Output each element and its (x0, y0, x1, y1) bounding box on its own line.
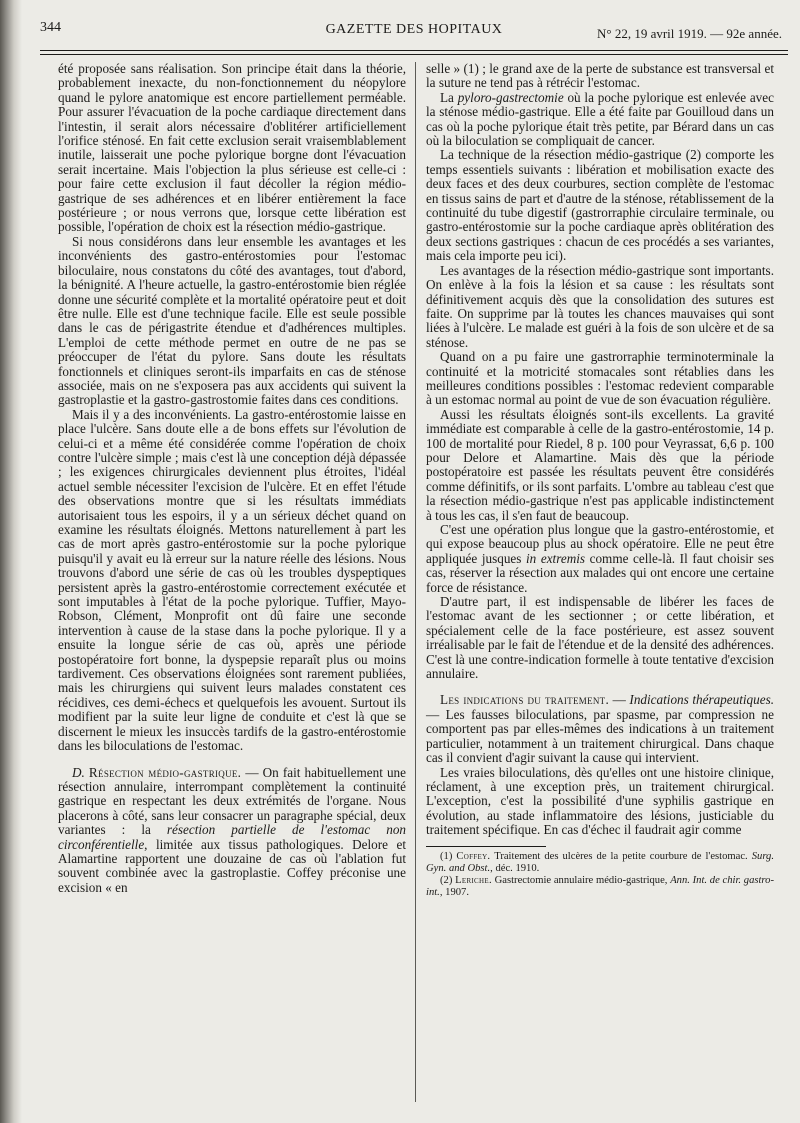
header-rule-thin (40, 54, 788, 55)
paragraph: Les vraies biloculations, dès qu'elles ont une histoire clinique, réclament, à une exception près, un traitement chirurgical. L'exception, c'est la possibilité d'une syphilis gastrique en évolution, au stade inflammatoire des lésions, justiciable du traitement spécifique. En cas d'échec il faudrait agir comme (426, 764, 774, 838)
column-divider (415, 62, 416, 1102)
newspaper-page (40, 12, 788, 1112)
left-column (58, 62, 406, 895)
paragraph-text: C'est une opération plus longue que la gastro-entérostomie, et qui expose beaucoup plus au shock opératoire. Elle ne peut être appliquée jusques (426, 522, 774, 566)
paragraph-text: La (440, 89, 458, 105)
footnote-text: , 1907. (439, 886, 469, 898)
page-header (40, 12, 788, 50)
paragraph: Les avantages de la résection médio-gastrique sont importants. On enlève à la fois la lésion et sa cause : les résultats sont définitivement acquis dès que la consolidation des sutures est faite. On supprime par là toutes les chances mauvaises qui sont liées à l'ulcère. Le malade est guéri à la fois de son ulcère et de sa sténose. (426, 262, 774, 350)
footnote (426, 851, 774, 875)
dash: — (609, 692, 630, 708)
section-heading: Les indications du traitement. (440, 692, 610, 708)
section-heading: Résection médio-gastrique. (88, 764, 242, 780)
footnote-rule (426, 846, 546, 847)
paragraph (426, 523, 774, 595)
paragraph (426, 91, 774, 149)
footnote-text: , déc. 1910. (490, 862, 540, 874)
footnote-number: (2) (440, 874, 453, 886)
header-rule (40, 50, 788, 51)
paragraph-text: — Les fausses biloculations, par spasme, par compression ne comportent pas par elles-mêmes des indications à un traitement particulier, notamment à un traitement chirurgical. Dans chaque cas il convient d'agir suivant la cause qui intervient. (426, 706, 774, 766)
paragraph: Si nous considérons dans leur ensemble les avantages et les inconvénients des gastro-entérostomies pour l'estomac biloculaire, nous constatons du côté des avantages, tout d'abord, la bénignité. A l'heure actuelle, la gastro-entérostomie bien réglée donne une sécurité complète et la mortalité opératoire peut et doit être nulle. Elle est d'une technique facile. Elle est seule possible dans le cas de périgastrite étendue et d'adhérences multiples. L'emploi de cette méthode permet en outre de ne pas se préoccuper de l'état du pylore. Sans doute les résultats fonctionnels et cliniques seront-ils imparfaits en cas de sténose associée, mais on ne s'exposera pas aux accidents qui suivent la gastroplastie et la gastro-gastrostomie faites dans ces conditions. (58, 233, 406, 408)
paragraph: Aussi les résultats éloignés sont-ils excellents. La gravité immédiate est comparable à celle de la gastro-entérostomie, 14 p. 100 de mortalité pour Riedel, 8 p. 100 pour Veyrassat, 6,6 p. 100 pour Delore et Alamartine. Mais dès que la période postopératoire est passée les résultats peuvent être considérés comme définitifs, or ils sont parfaits. L'ombre au tableau c'est que la résection médio-gastrique n'est pas applicable indistinctement à tous les cas, il s'en faut de beaucoup. (426, 406, 774, 523)
issue-info: N° 22, 19 avril 1919. — 92e année. (597, 26, 782, 41)
footnote-author: Leriche. (455, 874, 492, 886)
footnote (426, 875, 774, 899)
paragraph: selle » (1) ; le grand axe de la perte de substance est transversal et la suture ne tend pas à rétrécir l'estomac. (426, 61, 774, 91)
footnote-source: Surg. Gyn. and Obst. (426, 850, 774, 874)
paragraph: Mais il y a des inconvénients. La gastro-entérostomie laisse en place l'ulcère. Sans doute elle a de bons effets sur l'évolution de celui-ci et a même été considérée comme l'opération de choix contre l'ulcère simple ; mais c'est là une conception déjà dépassée ; les exigences chirurgicales deviennent plus étroites, l'idéal actuel semble nécessiter l'excision de l'ulcère. Et en effet l'étude des observations montre que si les résultats immédiats autorisaient tous les espoirs, il y a un sérieux déchet quand on examine les résultats éloignés. Mettons naturellement à part les cas de mort après gastro-entérostomie sur la poche pylorique puisqu'il y avait eu là erreur sur la nature réelle des lésions. Nous trouvons d'abord une série de cas où les troubles dyspeptiques persistent après la gastro-entérostomie correctement exécutée et sont imputables à l'état de la poche pylorique. Tuffier, Mayo-Robson, Clément, Monprofit ont dû faire une seconde intervention à cause de la stase dans la poche pylorique. Il y a ensuite la longue série de cas où, après une période postopératoire fort bonne, la dyspepsie reparaît plus ou moins tardivement. Ces observations éloignées sont rarement publiées, mais les chirurgiens qui suivent leurs malades constatent ces récidives, ces demi-échecs et quelquefois les avouent. Surtout ils modifient par la suite leur ligne de conduite et c'est là que se discernent le mieux les insuccès tardifs de la gastro-entérostomie dans les biloculations de l'estomac. (58, 406, 406, 754)
paragraph: D'autre part, il est indispensable de libérer les faces de l'estomac avant de les sectionner ; or cette libération, et spécialement celle de la face postérieure, est assez souvent irréalisable par le fait de l'étendue et de la densité des adhérences. C'est là une contre-indication formelle à toute tentative d'excision annulaire. (426, 594, 774, 682)
paragraph: été proposée sans réalisation. Son principe était dans la théorie, probablement inexacte, du non-fonctionnement du néopylore quand le pylore anatomique est encore partiellement perméable. Pour assurer l'évacuation de la poche cardiaque directement dans l'intestin, il serait alors nécessaire d'oblitérer artificiellement l'orifice sténosé. En fait cette exclusion serait vraisemblablement inutile, laisserait une poche pylorique borgne dont l'évacuation serait incertaine. Mais l'objection la plus sérieuse est celle-ci : pour faire cette exclusion il faut décoller la région médio-gastrique de ses adhérences et en libérer entièrement la face postérieure ; or nous verrons que, lorsque cette libération est possible, l'opération de choix est la résection médio-gastrique. (58, 61, 406, 235)
emphasis: in extremis (526, 550, 586, 566)
page-number: 344 (40, 20, 61, 35)
journal-title: GAZETTE DES HOPITAUX (325, 22, 503, 37)
emphasis: pyloro-gastrectomie (457, 89, 564, 105)
section-resection (58, 766, 406, 896)
emphasis: résection partielle de l'estomac non circonférentielle (58, 822, 407, 852)
right-column (426, 62, 774, 899)
footnote-number: (1) (440, 850, 453, 862)
footnote-source: Ann. Int. de chir. gastro-int. (426, 874, 774, 898)
paragraph-text: comme celle-là. Il faut choisir ses cas, réserver la résection aux malades qui ont encore une certaine force de résistance. (426, 550, 774, 595)
paragraph: La technique de la résection médio-gastrique (2) comporte les temps essentiels suivants : libération et mobilisation exacte des deux faces et des deux courbures, section complète de l'estomac en tissus sains de part et d'autre de la sténose, rétablissement de la continuité du tube digestif (gastrorraphie circulaire terminale, ou gastro-entérostomie sur la poche cardiaque après oblitération des deux sections gastriques : chacun de ces procédés a ses variantes, mais cela importe peu ici). (426, 147, 774, 264)
section-indications (426, 693, 774, 765)
footnote-text: Traitement des ulcères de la petite courbure de l'estomac. (490, 850, 752, 862)
emphasis: Indications thérapeutiques. (629, 692, 775, 708)
paragraph-text: , limitée aux tissus pathologiques. Delore et Alamartine rapportent une douzaine de cas où l'ablation fut souvent combinée avec la gastroplastie. Coffey préconise une excision « en (58, 836, 406, 895)
footnote-text: Gastrectomie annulaire médio-gastrique, (491, 874, 671, 886)
page-binding-edge (0, 0, 22, 1123)
paragraph-text: où la poche pylorique est enlevée avec la sténose médio-gastrique. Elle a été faite par Gouilloud dans un cas où la poche pylorique était très petite, par Bérard dans un cas où la biloculation se compliquait de cancer. (426, 89, 774, 149)
section-letter: D. (72, 764, 85, 780)
footnote-author: Coffey. (456, 850, 491, 862)
paragraph: Quand on a pu faire une gastrorraphie terminoterminale la continuité et la motricité stomacales sont rétablies dans les meilleures conditions possibles : l'estomac redevient comparable à un estomac normal au point de vue de son évacuation régulière. (426, 349, 774, 408)
paragraph-text: — On fait habituellement une résection annulaire, interrompant complètement la continuité gastrique en respectant les deux extrémités de l'organe. Nous placerons à côté, sans leur consacrer un paragraphe spécial, deux variantes : la (58, 764, 407, 838)
